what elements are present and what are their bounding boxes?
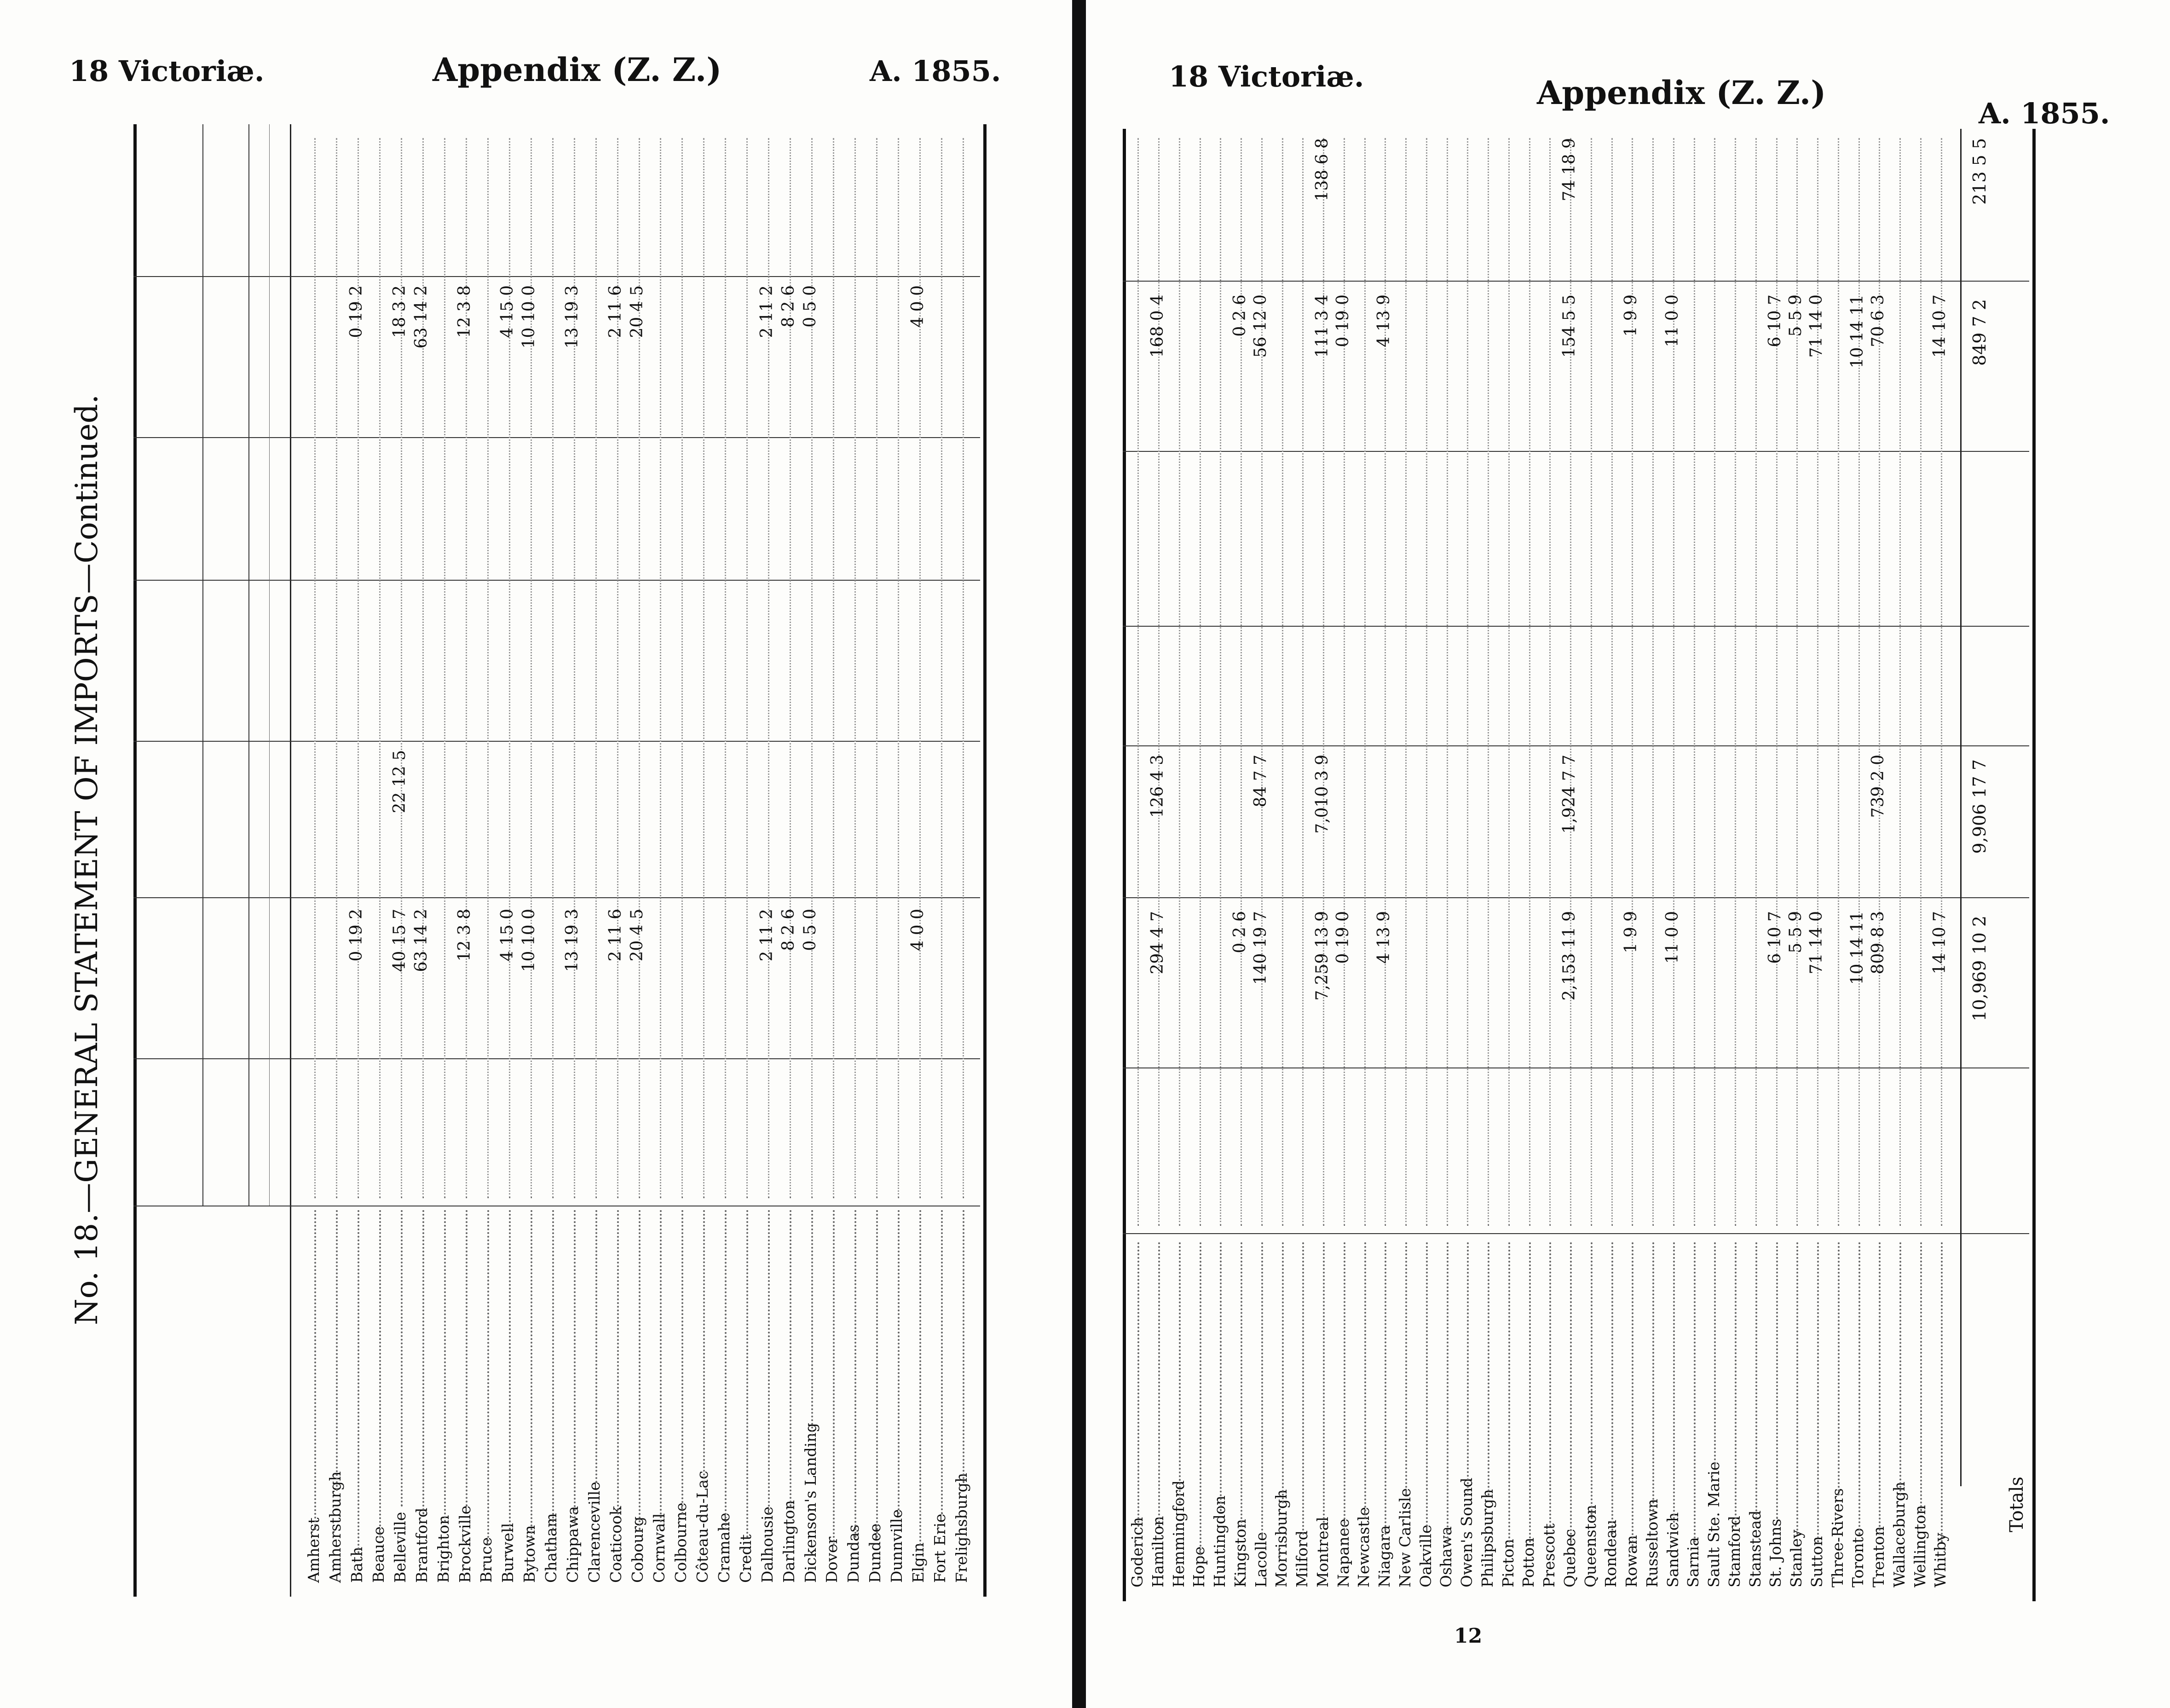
total-value-cell: 13 19 3 — [563, 909, 582, 972]
port-leader — [422, 1210, 424, 1514]
port-leader — [401, 1210, 403, 1506]
total-value-cell: 7,259 13 9 — [1312, 911, 1332, 1001]
port-name: Dickenson's Landing — [801, 1423, 820, 1583]
row-dots — [725, 138, 726, 1198]
port-leader — [1735, 1242, 1737, 1527]
great-britain-cell: 22 12 5 — [390, 750, 409, 814]
row-dots — [1529, 138, 1530, 1226]
port-leader — [617, 1210, 619, 1514]
port-leader — [1220, 1242, 1222, 1511]
row-dots — [1302, 138, 1304, 1226]
port-leader — [1920, 1242, 1922, 1511]
total-value-cell: 0 2 6 — [1230, 911, 1249, 953]
port-name: Whitby — [1931, 1533, 1950, 1587]
united-states-cell: 111 3 4 — [1312, 294, 1332, 358]
united-states-cell: 18 3 2 — [390, 285, 409, 338]
port-name: New Carlisle — [1396, 1488, 1414, 1587]
port-leader — [1508, 1242, 1510, 1542]
port-leader — [1941, 1242, 1943, 1542]
port-name: Bath — [347, 1546, 366, 1583]
total-value-cell: 2 11 2 — [757, 909, 776, 962]
port-leader — [1714, 1242, 1716, 1464]
united-states-cell: 154 5 5 — [1559, 294, 1579, 358]
port-leader — [1179, 1242, 1181, 1503]
port-leader — [941, 1210, 943, 1514]
header-right: A. 1855. — [870, 54, 1001, 88]
total-value-cell: 10 10 0 — [519, 909, 539, 972]
total-value-cell: 4 0 0 — [908, 909, 928, 951]
row-dots — [1714, 138, 1715, 1226]
row-dots — [1200, 138, 1201, 1226]
port-leader — [898, 1210, 900, 1514]
port-name: Goderich — [1128, 1517, 1146, 1587]
foreign-countries-cell: 74 18 9 — [1559, 138, 1579, 202]
port-name: Wellington — [1910, 1505, 1929, 1587]
row-dots — [1549, 138, 1551, 1226]
row-dots — [1220, 138, 1221, 1226]
port-leader — [595, 1210, 597, 1483]
port-leader — [314, 1210, 316, 1530]
united-states-cell: 0 5 0 — [800, 285, 820, 328]
port-name: Quebec — [1560, 1529, 1579, 1587]
port-name: Huntingdon — [1211, 1495, 1229, 1587]
port-leader — [1364, 1242, 1366, 1519]
port-name: Colbourne — [671, 1502, 690, 1583]
total-value-cell: 4 15 0 — [498, 909, 517, 962]
port-leader — [379, 1210, 381, 1538]
total-value-cell: 0 19 0 — [1333, 911, 1352, 964]
port-leader — [552, 1210, 554, 1530]
total-value-cell: 20 4 5 — [628, 909, 647, 962]
port-leader — [1694, 1242, 1696, 1542]
port-leader — [1673, 1242, 1675, 1527]
total-value-cell: 63 14 2 — [411, 909, 431, 972]
port-leader — [531, 1210, 532, 1538]
row-dots — [1652, 138, 1654, 1226]
united-states-cell: 8 2 6 — [779, 285, 798, 328]
port-name: Fort Erie — [931, 1513, 949, 1583]
left-col-rule — [133, 897, 980, 898]
totals-great-britain: 9,906 17 7 — [1969, 759, 1990, 854]
port-leader — [1838, 1242, 1840, 1495]
totals-label: Totals — [2006, 1477, 2027, 1532]
units-rule — [269, 124, 270, 1206]
total-value-cell: 809 8 3 — [1869, 911, 1887, 975]
right-col-rule — [1123, 451, 2029, 452]
port-name: Hamilton — [1148, 1516, 1167, 1587]
row-dots — [746, 138, 748, 1198]
great-britain-cell: 739 2 0 — [1869, 755, 1887, 818]
port-leader — [790, 1210, 791, 1506]
row-dots — [1137, 138, 1139, 1226]
port-leader — [963, 1210, 964, 1483]
row-dots — [1694, 138, 1695, 1226]
total-value-cell: 5 5 9 — [1786, 911, 1805, 953]
port-leader — [574, 1210, 576, 1522]
port-name: Newcastle — [1355, 1506, 1373, 1587]
port-name: Queenston — [1581, 1505, 1599, 1587]
united-states-cell: 12 3 8 — [455, 285, 474, 338]
port-leader — [1385, 1242, 1386, 1535]
row-dots — [1488, 138, 1489, 1226]
row-dots — [1282, 138, 1283, 1226]
row-dots — [314, 138, 316, 1198]
port-leader — [358, 1210, 359, 1553]
total-value-cell: 2 11 6 — [606, 909, 625, 962]
port-leader — [1158, 1242, 1160, 1527]
port-leader — [487, 1210, 489, 1546]
great-britain-cell: 84 7 7 — [1251, 755, 1270, 808]
port-leader — [1323, 1242, 1325, 1527]
port-name: Milford — [1293, 1530, 1311, 1587]
port-leader — [746, 1210, 748, 1538]
port-name: Dunnville — [888, 1509, 906, 1583]
port-name: Amherstburgh — [326, 1471, 344, 1583]
header-right-r: A. 1855. — [1979, 97, 2110, 130]
totals-rule — [1960, 129, 1962, 1486]
great-britain-cell: 7,010 3 9 — [1312, 755, 1332, 834]
port-name: Bytown — [520, 1525, 539, 1583]
port-name: Credit — [736, 1534, 755, 1583]
total-value-cell: 2,153 11 9 — [1559, 911, 1579, 1001]
port-leader — [919, 1210, 921, 1546]
port-leader — [1796, 1242, 1798, 1535]
row-dots — [552, 138, 554, 1198]
left-table-frame — [133, 124, 987, 1597]
united-states-cell: 11 0 0 — [1662, 294, 1682, 347]
port-leader — [703, 1210, 705, 1483]
united-states-cell: 4 15 0 — [498, 285, 517, 338]
port-leader — [1755, 1242, 1757, 1519]
header-left-r: 18 Victoriæ. — [1169, 60, 1364, 93]
right-col-rule — [1123, 897, 2029, 898]
header-body-rule — [290, 124, 291, 1597]
port-name: Rowan — [1622, 1535, 1640, 1587]
left-col-rule — [133, 741, 980, 742]
united-states-cell: 13 19 3 — [563, 285, 582, 349]
total-value-cell: 40 15 7 — [390, 909, 409, 972]
united-states-cell: 56 12 0 — [1251, 294, 1270, 358]
row-dots — [898, 138, 899, 1198]
port-leader — [1405, 1242, 1407, 1495]
port-name: Coaticook — [607, 1506, 625, 1583]
port-name: Brantford — [412, 1507, 431, 1583]
port-name: Chatham — [542, 1513, 560, 1583]
right-col-rule — [1123, 626, 2029, 627]
totals-total-value: 10,969 10 2 — [1969, 916, 1990, 1021]
port-name: Sutton — [1807, 1536, 1826, 1587]
port-leader — [1137, 1242, 1139, 1527]
port-name: Dalhousie — [758, 1506, 776, 1583]
united-states-cell: 4 0 0 — [908, 285, 928, 328]
united-states-cell: 6 10 7 — [1766, 294, 1785, 347]
united-states-cell: 168 0 4 — [1148, 294, 1167, 358]
port-name: Stanstead — [1746, 1510, 1764, 1587]
page-number: 12 — [1454, 1624, 1483, 1648]
port-name: Brockville — [456, 1505, 474, 1583]
united-states-cell: 0 19 0 — [1333, 294, 1352, 347]
port-name: Morrisburgh — [1272, 1489, 1291, 1587]
port-name: Oakville — [1416, 1524, 1435, 1587]
port-name: Burwell — [499, 1523, 517, 1583]
total-value-cell: 294 4 7 — [1148, 911, 1167, 975]
port-leader — [444, 1210, 446, 1522]
left-col-rule — [133, 437, 980, 438]
port-leader — [1591, 1242, 1593, 1519]
port-name: Brighton — [434, 1515, 452, 1583]
total-value-cell: 1 9 9 — [1622, 911, 1640, 953]
port-leader — [1241, 1242, 1242, 1527]
port-name: Clarenceville — [585, 1482, 604, 1583]
port-name: Toronto — [1849, 1528, 1867, 1587]
row-dots — [336, 138, 337, 1198]
row-dots — [444, 138, 445, 1198]
port-leader — [833, 1210, 835, 1546]
port-name: Niagara — [1375, 1525, 1393, 1587]
header-center: Appendix (Z. Z.) — [433, 51, 722, 89]
port-leader — [336, 1210, 338, 1491]
port-leader — [1549, 1242, 1551, 1527]
port-name: Sandwich — [1663, 1512, 1682, 1587]
left-col-rule — [133, 580, 980, 581]
row-dots — [1755, 138, 1757, 1226]
header-left: 18 Victoriæ. — [69, 54, 265, 88]
united-states-cell: 4 13 9 — [1374, 294, 1393, 347]
port-leader — [1879, 1242, 1881, 1535]
port-leader — [854, 1210, 856, 1538]
port-name: Chippawa — [564, 1506, 582, 1583]
row-dots — [1899, 138, 1901, 1226]
port-name: Sault Ste. Marie — [1705, 1461, 1723, 1587]
port-name: Cobourg — [629, 1516, 647, 1583]
port-leader — [466, 1210, 467, 1506]
port-name: Hope — [1190, 1546, 1208, 1587]
totals-united-states: 849 7 2 — [1969, 299, 1990, 366]
united-states-cell: 0 19 2 — [346, 285, 366, 338]
port-name: Russeltown — [1643, 1499, 1661, 1587]
port-leader — [768, 1210, 770, 1514]
port-name: Dundee — [866, 1523, 884, 1583]
row-dots — [833, 138, 834, 1198]
total-value-cell: 8 2 6 — [779, 909, 798, 951]
port-leader — [1611, 1242, 1613, 1535]
port-leader — [1858, 1242, 1860, 1535]
row-dots — [1467, 138, 1468, 1226]
total-value-cell: 11 0 0 — [1662, 911, 1682, 964]
port-leader — [1261, 1242, 1263, 1535]
great-britain-cell: 126 4 3 — [1148, 755, 1167, 818]
port-leader — [639, 1210, 641, 1530]
port-name: Côteau-du-Lac — [693, 1471, 711, 1583]
right-col-rule — [1123, 745, 2029, 746]
port-leader — [1529, 1242, 1531, 1542]
united-states-cell: 20 4 5 — [628, 285, 647, 338]
total-value-cell: 14 10 7 — [1930, 911, 1950, 975]
port-leader — [1652, 1242, 1654, 1511]
row-dots — [876, 138, 877, 1198]
port-leader — [1488, 1242, 1489, 1495]
port-name: Owen's Sound — [1458, 1477, 1476, 1587]
united-states-cell: 63 14 2 — [411, 285, 431, 349]
row-dots — [379, 138, 381, 1198]
row-dots — [487, 138, 489, 1198]
total-value-cell: 0 19 2 — [346, 909, 366, 962]
port-leader — [681, 1210, 683, 1514]
right-page — [1086, 0, 2170, 1708]
port-name: Stamford — [1725, 1516, 1743, 1587]
row-dots — [1405, 138, 1407, 1226]
right-col-rule — [1123, 281, 2029, 282]
row-dots — [1735, 138, 1736, 1226]
united-states-cell: 0 2 6 — [1230, 294, 1249, 337]
united-states-cell: 10 10 0 — [519, 285, 539, 349]
port-name: Rondeau — [1602, 1519, 1620, 1587]
row-dots — [941, 138, 942, 1198]
united-states-cell: 2 11 6 — [606, 285, 625, 338]
port-name: Oshawa — [1437, 1526, 1455, 1587]
united-states-cell: 14 10 7 — [1930, 294, 1950, 358]
united-states-cell: 71 14 0 — [1806, 294, 1826, 358]
port-name: Beauce — [369, 1526, 387, 1583]
total-value-cell: 71 14 0 — [1806, 911, 1826, 975]
right-col-rule — [1123, 1233, 2029, 1234]
port-leader — [1632, 1242, 1633, 1550]
row-dots — [1611, 138, 1613, 1226]
total-value-cell: 6 10 7 — [1766, 911, 1785, 964]
row-dots — [1838, 138, 1839, 1226]
total-value-cell: 140 19 7 — [1251, 911, 1270, 985]
port-leader — [725, 1210, 727, 1530]
totals-foreign-countries: 213 5 5 — [1969, 138, 1990, 205]
left-col-rule — [133, 1058, 980, 1059]
row-dots — [1426, 138, 1427, 1226]
port-name: Belleville — [391, 1512, 409, 1583]
port-name: Cornwall — [650, 1513, 668, 1583]
port-leader — [660, 1210, 662, 1522]
united-states-cell: 70 6 3 — [1869, 294, 1887, 347]
port-leader — [509, 1210, 511, 1530]
port-name: Trenton — [1870, 1526, 1887, 1587]
port-name: Frelighsburgh — [952, 1472, 971, 1583]
port-leader — [1467, 1242, 1469, 1495]
port-name: Picton — [1499, 1539, 1517, 1587]
row-dots — [1364, 138, 1366, 1226]
port-leader — [1447, 1242, 1449, 1542]
total-value-cell: 4 13 9 — [1374, 911, 1393, 964]
statement-title: No. 18.—GENERAL STATEMENT OF IMPORTS—Continued. — [69, 394, 104, 1325]
port-name: Lacolle — [1252, 1532, 1270, 1587]
row-dots — [1920, 138, 1922, 1226]
total-value-cell: 0 5 0 — [800, 909, 820, 951]
header-center-r: Appendix (Z. Z.) — [1537, 74, 1826, 112]
port-leader — [1200, 1242, 1201, 1558]
row-dots — [595, 138, 597, 1198]
total-value-cell: 10 14 11 — [1848, 911, 1867, 985]
port-name: Cramahe — [715, 1512, 733, 1583]
port-leader — [1344, 1242, 1345, 1535]
port-name: Napanee — [1334, 1518, 1352, 1587]
row-dots — [681, 138, 683, 1198]
united-states-cell: 5 5 9 — [1786, 294, 1805, 337]
port-leader — [1282, 1242, 1284, 1503]
port-name: Dover — [823, 1536, 841, 1583]
port-leader — [1817, 1242, 1819, 1542]
row-dots — [1447, 138, 1448, 1226]
foreign-countries-cell: 138 6 8 — [1312, 138, 1332, 202]
port-name: Prescott — [1540, 1523, 1558, 1587]
port-name: Sarnia — [1684, 1537, 1703, 1587]
port-leader — [811, 1210, 813, 1436]
row-dots — [1179, 138, 1180, 1226]
port-name: Philipsburgh — [1478, 1489, 1496, 1587]
row-dots — [1508, 138, 1510, 1226]
port-name: Kingston — [1231, 1519, 1249, 1587]
port-name: St. Johns — [1766, 1518, 1785, 1587]
row-dots — [854, 138, 856, 1198]
port-name: Elgin — [909, 1542, 928, 1583]
subhead-rule — [202, 124, 203, 1206]
row-dots — [963, 138, 964, 1198]
port-leader — [1426, 1242, 1428, 1527]
port-leader — [1776, 1242, 1778, 1519]
subhead-rule2 — [248, 124, 249, 1206]
united-states-cell: 1 9 9 — [1622, 294, 1640, 337]
port-leader — [1570, 1242, 1572, 1542]
total-value-cell: 12 3 8 — [455, 909, 474, 962]
united-states-cell: 2 11 2 — [757, 285, 776, 338]
port-name: Wallaceburgh — [1890, 1481, 1908, 1587]
port-name: Amherst — [305, 1518, 323, 1583]
port-name: Three-Rivers — [1828, 1488, 1847, 1587]
row-dots — [660, 138, 661, 1198]
port-leader — [876, 1210, 878, 1538]
row-dots — [1591, 138, 1592, 1226]
port-name: Stanley — [1787, 1529, 1805, 1587]
left-page — [0, 0, 1081, 1708]
port-name: Hemmingford — [1169, 1480, 1188, 1587]
port-name: Dundas — [844, 1524, 863, 1583]
united-states-cell: 10 14 11 — [1848, 294, 1867, 369]
port-name: Potton — [1519, 1537, 1538, 1587]
port-name: Bruce — [477, 1537, 496, 1583]
port-leader — [1899, 1242, 1901, 1495]
row-dots — [703, 138, 704, 1198]
port-name: Montreal — [1313, 1517, 1332, 1587]
great-britain-cell: 1,924 7 7 — [1559, 755, 1579, 834]
left-col-rule — [133, 276, 980, 277]
port-name: Darlington — [779, 1500, 798, 1583]
port-leader — [1302, 1242, 1304, 1535]
